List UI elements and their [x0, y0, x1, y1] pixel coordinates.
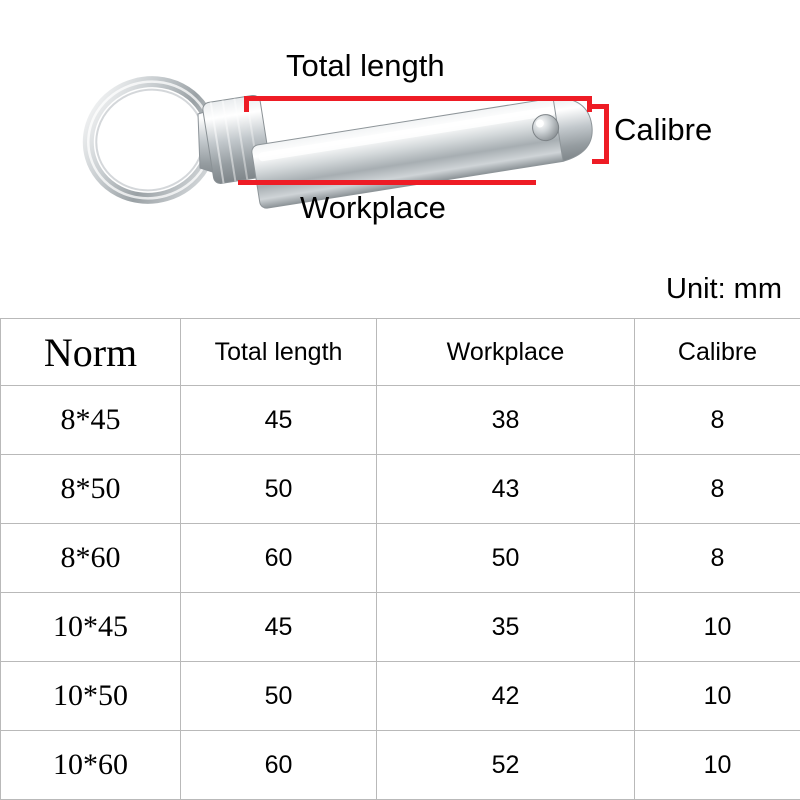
cell-workplace: 43	[377, 455, 635, 524]
cell-norm: 10*60	[1, 731, 181, 800]
callout-workplace: Workplace	[300, 190, 446, 225]
cell-total-length: 60	[181, 524, 377, 593]
column-header-calibre: Calibre	[635, 319, 800, 386]
calibre-tick-top	[592, 104, 609, 109]
unit-note: Unit: mm	[666, 273, 782, 305]
cell-workplace: 35	[377, 593, 635, 662]
column-header-norm: Norm	[1, 319, 181, 386]
cell-calibre: 10	[635, 662, 800, 731]
cell-total-length: 60	[181, 731, 377, 800]
cell-norm: 10*45	[1, 593, 181, 662]
table-header-row	[1, 319, 800, 386]
workplace-measure-line	[238, 180, 536, 185]
cell-norm: 10*50	[1, 662, 181, 731]
product-illustration	[0, 0, 800, 310]
cell-norm: 8*45	[1, 386, 181, 455]
cell-calibre: 8	[635, 524, 800, 593]
cell-calibre: 8	[635, 455, 800, 524]
table-row	[1, 731, 800, 800]
callout-total-length: Total length	[286, 48, 445, 83]
cell-workplace: 52	[377, 731, 635, 800]
cell-workplace: 50	[377, 524, 635, 593]
cell-calibre: 10	[635, 593, 800, 662]
calibre-tick-bottom	[592, 159, 609, 164]
cell-total-length: 45	[181, 386, 377, 455]
table-row	[1, 386, 800, 455]
cell-total-length: 50	[181, 455, 377, 524]
calibre-measure-line	[604, 104, 609, 164]
table-row	[1, 593, 800, 662]
column-header-total-length: Total length	[181, 319, 377, 386]
total-length-measure-line	[244, 96, 592, 101]
total-length-tick-left	[244, 96, 249, 112]
specification-table	[0, 318, 800, 800]
cell-total-length: 50	[181, 662, 377, 731]
cell-workplace: 38	[377, 386, 635, 455]
cell-calibre: 10	[635, 731, 800, 800]
callout-calibre: Calibre	[614, 112, 713, 147]
cell-norm: 8*50	[1, 455, 181, 524]
column-header-workplace: Workplace	[377, 319, 635, 386]
cell-total-length: 45	[181, 593, 377, 662]
cell-calibre: 8	[635, 386, 800, 455]
table-row	[1, 455, 800, 524]
table-row	[1, 662, 800, 731]
cell-norm: 8*60	[1, 524, 181, 593]
cell-workplace: 42	[377, 662, 635, 731]
table-row	[1, 524, 800, 593]
